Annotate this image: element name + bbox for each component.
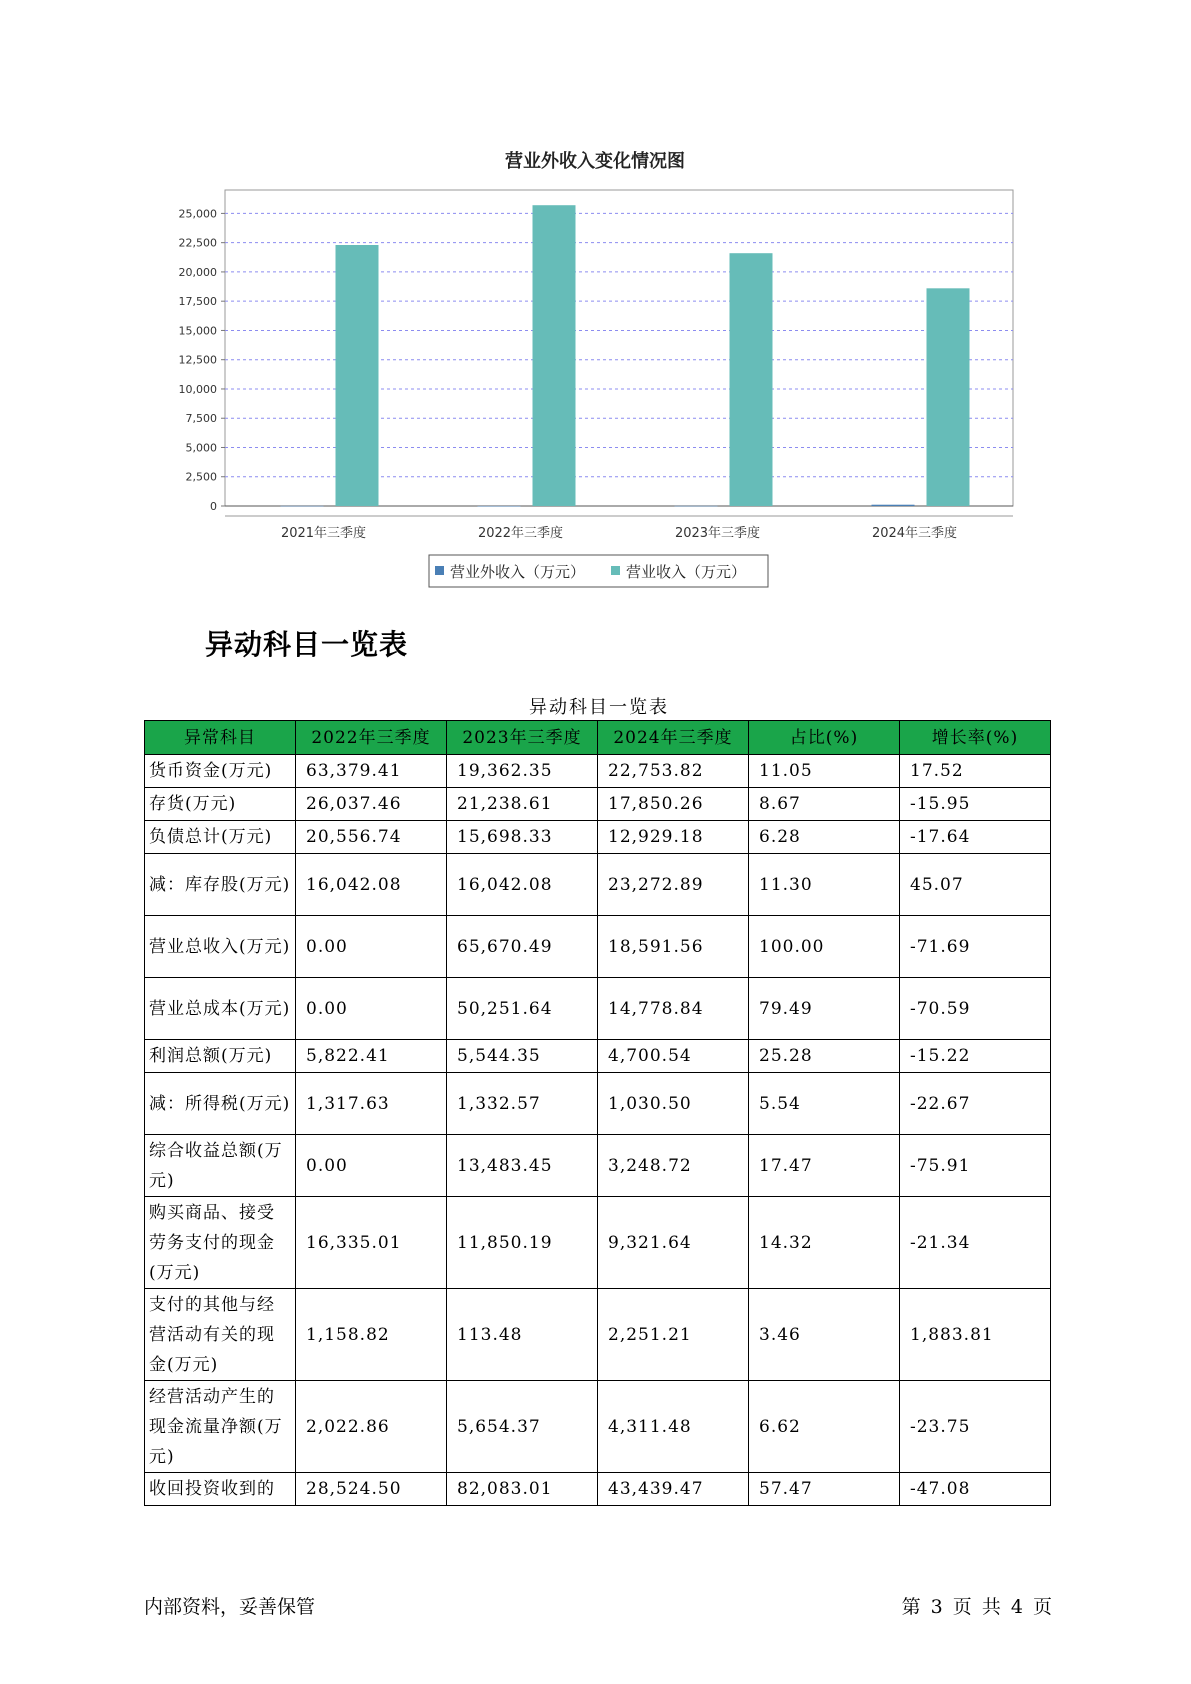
cell-subject: 收回投资收到的 bbox=[145, 1473, 296, 1506]
cell-value: 5,822.41 bbox=[296, 1040, 447, 1073]
table-row bbox=[145, 1197, 1051, 1289]
cell-value: 1,332.57 bbox=[447, 1073, 598, 1135]
cell-value: 45.07 bbox=[900, 854, 1051, 916]
cell-value: 16,042.08 bbox=[296, 854, 447, 916]
chart-title: 营业外收入变化情况图 bbox=[505, 151, 685, 172]
table-row bbox=[145, 821, 1051, 854]
table-row bbox=[145, 854, 1051, 916]
table-row bbox=[145, 1040, 1051, 1073]
table-header-row bbox=[145, 721, 1051, 755]
table-row bbox=[145, 1073, 1051, 1135]
x-category-label: 2023年三季度 bbox=[674, 526, 761, 541]
cell-subject: 营业总成本(万元) bbox=[145, 978, 296, 1040]
x-category-label: 2024年三季度 bbox=[871, 526, 958, 541]
x-category-label: 2022年三季度 bbox=[477, 526, 564, 541]
cell-value: 22,753.82 bbox=[598, 755, 749, 788]
cell-subject: 经营活动产生的现金流量净额(万元) bbox=[145, 1381, 296, 1473]
cell-subject: 营业总收入(万元) bbox=[145, 916, 296, 978]
cell-value: 16,042.08 bbox=[447, 854, 598, 916]
table-row bbox=[145, 1289, 1051, 1381]
legend-swatch bbox=[611, 566, 620, 575]
cell-subject: 减：库存股(万元) bbox=[145, 854, 296, 916]
table-row bbox=[145, 1381, 1051, 1473]
cell-value: 16,335.01 bbox=[296, 1197, 447, 1289]
legend-swatch bbox=[435, 566, 444, 575]
cell-value: 18,591.56 bbox=[598, 916, 749, 978]
anomaly-table bbox=[144, 720, 1051, 1506]
table-row bbox=[145, 755, 1051, 788]
cell-value: 5,544.35 bbox=[447, 1040, 598, 1073]
header-subject: 异常科目 bbox=[145, 721, 296, 755]
cell-value: 26,037.46 bbox=[296, 788, 447, 821]
y-tick-label: 0 bbox=[210, 500, 217, 513]
section-heading: 异动科目一览表 bbox=[205, 628, 409, 661]
cell-value: 0.00 bbox=[296, 916, 447, 978]
cell-subject: 存货(万元) bbox=[145, 788, 296, 821]
cell-value: 6.62 bbox=[749, 1381, 900, 1473]
cell-value: 0.00 bbox=[296, 1135, 447, 1197]
y-tick-label: 5,000 bbox=[185, 441, 217, 455]
cell-value: -15.95 bbox=[900, 788, 1051, 821]
y-tick-label: 22,500 bbox=[178, 236, 217, 250]
y-tick-label: 25,000 bbox=[178, 207, 217, 221]
bar-revenue bbox=[533, 205, 576, 506]
cell-value: -71.69 bbox=[900, 916, 1051, 978]
cell-subject: 综合收益总额(万元) bbox=[145, 1135, 296, 1197]
cell-subject: 利润总额(万元) bbox=[145, 1040, 296, 1073]
cell-value: 12,929.18 bbox=[598, 821, 749, 854]
header-ratio: 占比(%) bbox=[749, 721, 900, 755]
cell-value: 5.54 bbox=[749, 1073, 900, 1135]
cell-value: 11,850.19 bbox=[447, 1197, 598, 1289]
header-2022: 2022年三季度 bbox=[296, 721, 447, 755]
cell-value: -15.22 bbox=[900, 1040, 1051, 1073]
cell-value: 6.28 bbox=[749, 821, 900, 854]
cell-value: 19,362.35 bbox=[447, 755, 598, 788]
cell-value: 3.46 bbox=[749, 1289, 900, 1381]
footer-confidential-note: 内部资料，妥善保管 bbox=[144, 1596, 316, 1618]
bar-revenue bbox=[730, 253, 773, 506]
cell-value: 2,022.86 bbox=[296, 1381, 447, 1473]
cell-value: -75.91 bbox=[900, 1135, 1051, 1197]
cell-value: 14.32 bbox=[749, 1197, 900, 1289]
y-tick-label: 15,000 bbox=[178, 324, 217, 338]
cell-value: 17.52 bbox=[900, 755, 1051, 788]
cell-value: -70.59 bbox=[900, 978, 1051, 1040]
cell-value: -23.75 bbox=[900, 1381, 1051, 1473]
header-2023: 2023年三季度 bbox=[447, 721, 598, 755]
y-tick-label: 20,000 bbox=[178, 265, 217, 279]
cell-value: 57.47 bbox=[749, 1473, 900, 1506]
y-tick-label: 10,000 bbox=[178, 382, 217, 396]
cell-value: 1,030.50 bbox=[598, 1073, 749, 1135]
y-tick-label: 7,500 bbox=[185, 412, 217, 426]
cell-subject: 购买商品、接受劳务支付的现金(万元) bbox=[145, 1197, 296, 1289]
cell-value: 1,883.81 bbox=[900, 1289, 1051, 1381]
cell-subject: 负债总计(万元) bbox=[145, 821, 296, 854]
bar-revenue bbox=[927, 288, 970, 506]
cell-value: 8.67 bbox=[749, 788, 900, 821]
cell-value: -21.34 bbox=[900, 1197, 1051, 1289]
cell-value: 43,439.47 bbox=[598, 1473, 749, 1506]
cell-subject: 减：所得税(万元) bbox=[145, 1073, 296, 1135]
table-row bbox=[145, 916, 1051, 978]
cell-value: 21,238.61 bbox=[447, 788, 598, 821]
footer-page-number: 第 3 页 共 4 页 bbox=[901, 1596, 1054, 1618]
bar-nonop-income bbox=[675, 506, 718, 507]
cell-value: 0.00 bbox=[296, 978, 447, 1040]
y-tick-label: 12,500 bbox=[178, 353, 217, 367]
cell-value: 100.00 bbox=[749, 916, 900, 978]
cell-value: 25.28 bbox=[749, 1040, 900, 1073]
cell-value: 17,850.26 bbox=[598, 788, 749, 821]
income-chart bbox=[0, 0, 1191, 600]
bar-nonop-income bbox=[281, 506, 324, 507]
cell-value: 1,317.63 bbox=[296, 1073, 447, 1135]
cell-value: -17.64 bbox=[900, 821, 1051, 854]
cell-value: 5,654.37 bbox=[447, 1381, 598, 1473]
cell-value: 9,321.64 bbox=[598, 1197, 749, 1289]
cell-value: 82,083.01 bbox=[447, 1473, 598, 1506]
table-row bbox=[145, 1473, 1051, 1506]
cell-value: -22.67 bbox=[900, 1073, 1051, 1135]
cell-value: 113.48 bbox=[447, 1289, 598, 1381]
chart-legend bbox=[429, 555, 768, 587]
y-tick-label: 17,500 bbox=[178, 295, 217, 309]
table-row bbox=[145, 978, 1051, 1040]
chart-svg bbox=[0, 0, 1191, 600]
x-category-label: 2021年三季度 bbox=[280, 526, 367, 541]
cell-subject: 支付的其他与经营活动有关的现金(万元) bbox=[145, 1289, 296, 1381]
cell-value: 23,272.89 bbox=[598, 854, 749, 916]
cell-value: 3,248.72 bbox=[598, 1135, 749, 1197]
cell-value: 79.49 bbox=[749, 978, 900, 1040]
cell-value: 4,700.54 bbox=[598, 1040, 749, 1073]
header-2024: 2024年三季度 bbox=[598, 721, 749, 755]
cell-value: 65,670.49 bbox=[447, 916, 598, 978]
cell-value: 1,158.82 bbox=[296, 1289, 447, 1381]
cell-value: 17.47 bbox=[749, 1135, 900, 1197]
cell-value: -47.08 bbox=[900, 1473, 1051, 1506]
y-tick-label: 2,500 bbox=[185, 470, 217, 484]
bar-nonop-income bbox=[872, 505, 915, 506]
cell-value: 63,379.41 bbox=[296, 755, 447, 788]
table-row bbox=[145, 788, 1051, 821]
table-row bbox=[145, 1135, 1051, 1197]
legend-label: 营业外收入（万元） bbox=[450, 563, 586, 581]
cell-value: 11.30 bbox=[749, 854, 900, 916]
table-caption: 异动科目一览表 bbox=[529, 697, 669, 718]
cell-value: 4,311.48 bbox=[598, 1381, 749, 1473]
cell-value: 14,778.84 bbox=[598, 978, 749, 1040]
cell-value: 11.05 bbox=[749, 755, 900, 788]
cell-subject: 货币资金(万元) bbox=[145, 755, 296, 788]
cell-value: 28,524.50 bbox=[296, 1473, 447, 1506]
bar-revenue bbox=[336, 245, 379, 506]
cell-value: 13,483.45 bbox=[447, 1135, 598, 1197]
header-growth: 增长率(%) bbox=[900, 721, 1051, 755]
cell-value: 2,251.21 bbox=[598, 1289, 749, 1381]
cell-value: 15,698.33 bbox=[447, 821, 598, 854]
bar-nonop-income bbox=[478, 506, 521, 507]
cell-value: 20,556.74 bbox=[296, 821, 447, 854]
cell-value: 50,251.64 bbox=[447, 978, 598, 1040]
legend-label: 营业收入（万元） bbox=[626, 563, 747, 581]
